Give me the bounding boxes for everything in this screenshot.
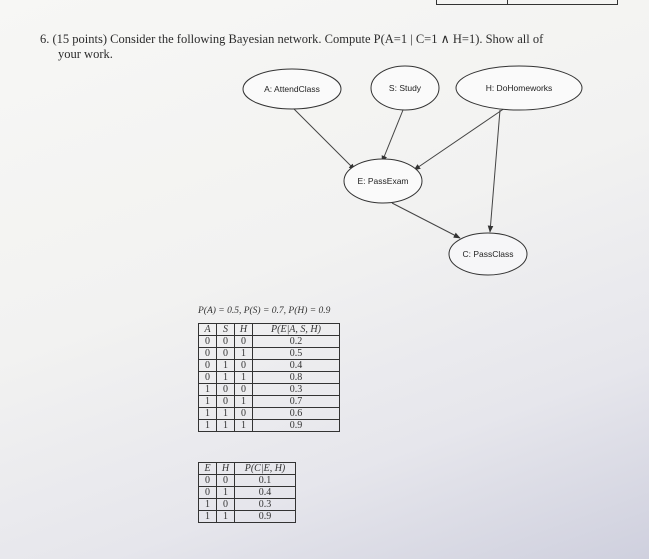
node-label-study: S: Study [388, 83, 422, 93]
table-cell: 0.7 [253, 396, 340, 408]
table-cell: 1 [217, 408, 235, 420]
table-cell: 1 [199, 408, 217, 420]
node-label-attend: A: AttendClass [264, 84, 320, 94]
col-header-h: H [217, 463, 235, 475]
table-cell: 0.9 [235, 511, 296, 523]
edge-homework-to-class [490, 110, 500, 232]
table-cell: 1 [199, 511, 217, 523]
table-cell: 1 [199, 384, 217, 396]
table-row [199, 336, 340, 348]
table-row [199, 384, 340, 396]
cpt-pass-exam [198, 323, 340, 432]
table-cell: 0.1 [235, 475, 296, 487]
table-cell: 1 [235, 372, 253, 384]
table-cell: 0.6 [253, 408, 340, 420]
table-cell: 0 [217, 396, 235, 408]
cpt-pass-class [198, 462, 296, 523]
table-cell: 0 [217, 348, 235, 360]
table-cell: 0.9 [253, 420, 340, 432]
table-row [199, 396, 340, 408]
table-cell: 0.4 [253, 360, 340, 372]
table-cell: 0 [217, 475, 235, 487]
table-cell: 0 [199, 475, 217, 487]
table-row [199, 360, 340, 372]
cpt-header-row [199, 324, 340, 336]
table-cell: 1 [217, 372, 235, 384]
table-cell: 0 [217, 384, 235, 396]
question-number: 6. [40, 32, 50, 46]
node-pass-class [449, 233, 527, 275]
node-pass-exam [344, 159, 422, 203]
table-cell: 0 [235, 360, 253, 372]
col-header-h: H [235, 324, 253, 336]
col-header-e: E [199, 463, 217, 475]
question-body-continued: your work. [58, 47, 113, 61]
table-row [199, 372, 340, 384]
table-cell: 0.5 [253, 348, 340, 360]
table-row [199, 408, 340, 420]
table-cell: 0 [199, 372, 217, 384]
edge-study-to-exam [382, 110, 403, 162]
table-cell: 0 [217, 336, 235, 348]
node-label-exam: E: PassExam [357, 176, 409, 186]
table-cell: 0.8 [253, 372, 340, 384]
table-cell: 0 [217, 499, 235, 511]
col-header-prob: P(E|A, S, H) [253, 324, 340, 336]
table-cell: 0 [199, 487, 217, 499]
table-row [199, 348, 340, 360]
table-row [199, 420, 340, 432]
edge-exam-to-class [392, 203, 460, 238]
node-attend-class [243, 69, 341, 109]
edge-attend-to-exam [290, 105, 355, 170]
table-cell: 0 [199, 360, 217, 372]
node-do-homeworks [456, 66, 582, 110]
col-header-a: A [199, 324, 217, 336]
table-cell: 1 [217, 511, 235, 523]
table-cell: 1 [217, 420, 235, 432]
table-row [199, 475, 296, 487]
node-label-class: C: PassClass [462, 249, 514, 259]
table-cell: 1 [235, 348, 253, 360]
table-row [199, 487, 296, 499]
table-cell: 0 [235, 336, 253, 348]
table-cell: 1 [235, 420, 253, 432]
table-cell: 1 [199, 396, 217, 408]
col-header-s: S [217, 324, 235, 336]
table-cell: 0 [235, 384, 253, 396]
table-cell: 1 [199, 499, 217, 511]
table-cell: 0 [199, 348, 217, 360]
table-cell: 1 [199, 420, 217, 432]
table-cell: 0.2 [253, 336, 340, 348]
question-body: (15 points) Consider the following Bayesian network. Compute P(A=1 | C=1 ∧ H=1). Show all of [52, 32, 544, 46]
table-cell: 1 [217, 360, 235, 372]
table-cell: 0.4 [235, 487, 296, 499]
table-cell: 0 [235, 408, 253, 420]
table-cell: 0.3 [235, 499, 296, 511]
cpt-header-row [199, 463, 296, 475]
node-label-homework: H: DoHomeworks [485, 83, 553, 93]
table-cell: 0 [199, 336, 217, 348]
table-cell: 1 [217, 487, 235, 499]
node-study [371, 66, 439, 110]
prior-probabilities: P(A) = 0.5, P(S) = 0.7, P(H) = 0.9 [198, 306, 331, 316]
table-row [199, 499, 296, 511]
table-cell: 0.3 [253, 384, 340, 396]
table-row [199, 511, 296, 523]
edge-homework-to-exam [414, 108, 505, 170]
table-cell: 1 [235, 396, 253, 408]
col-header-prob: P(C|E, H) [235, 463, 296, 475]
